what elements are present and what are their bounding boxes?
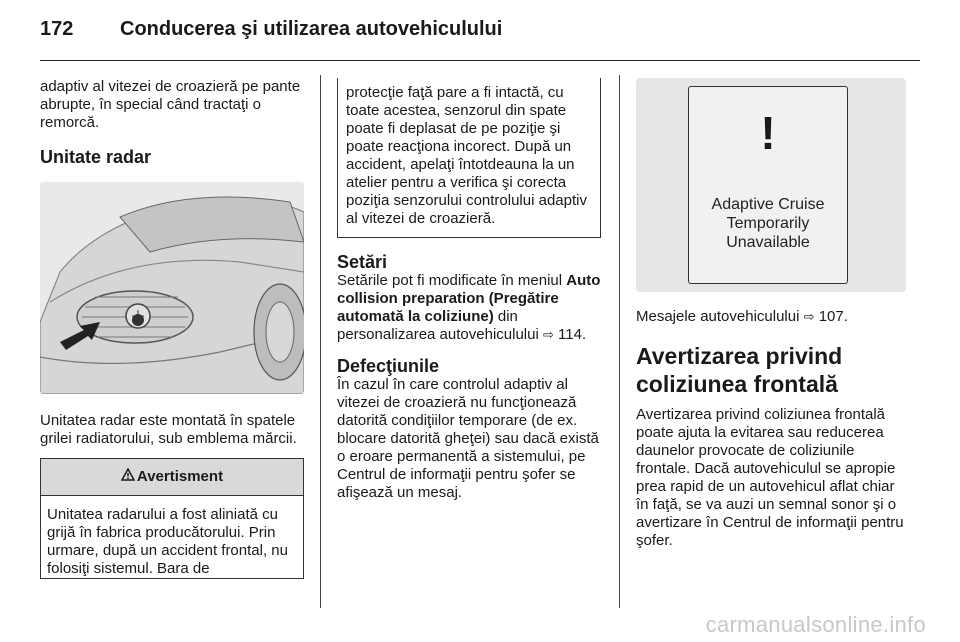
watermark: carmanualsonline.info bbox=[705, 612, 926, 637]
warning-text: Unitatea radarului a fost aliniată cu grijă în fabrica producătorului. Prin urmare, după un accident frontal, nu folosiţi sistemul. Bara de bbox=[47, 506, 288, 577]
column-1 bbox=[40, 78, 304, 579]
warning-triangle-icon bbox=[121, 468, 135, 486]
column-2 bbox=[337, 78, 601, 502]
messages-text: Mesajele autovehiculului bbox=[636, 308, 800, 325]
warning-continuation-text: protecţie faţă pare a fi intactă, cu toate acestea, senzorul din spate poate fi deplasat de pe poziţie şi poate reacţiona incorect. După un accident, apelaţi întotdeauna la un atelier pentru a verifica şi corecta poziţia senzorului controlului adaptiv al vitezei de croazieră. bbox=[346, 84, 587, 227]
chapter-title: Conducerea şi utilizarea autovehiculului bbox=[120, 18, 503, 40]
page-reference-arrow-icon: ⇨ bbox=[542, 327, 554, 342]
messages-page-ref[interactable]: 107. bbox=[818, 308, 848, 325]
column-3 bbox=[636, 78, 906, 550]
radar-paragraph: Unitatea radar este montată în spatele grilei radiatorului, sub emblema mărcii. bbox=[40, 412, 297, 447]
exclamation-icon: ! bbox=[760, 107, 776, 159]
warning-box bbox=[40, 458, 304, 579]
driver-info-display-figure bbox=[636, 78, 906, 292]
fcw-heading: Avertizarea privind coliziunea frontală bbox=[636, 343, 843, 397]
warning-continuation-box bbox=[337, 78, 601, 238]
display-screen bbox=[688, 86, 848, 284]
page-number: 172 bbox=[40, 18, 74, 40]
radar-figure bbox=[40, 182, 304, 394]
display-line-3: Unavailable bbox=[726, 234, 810, 251]
warning-title: Avertisment bbox=[136, 468, 224, 485]
column-divider-right bbox=[619, 75, 620, 608]
faults-paragraph: În cazul în care controlul adaptiv al vitezei de croazieră nu funcţionează datorită condiţiilor temporare (de ex. blocare datorită gheţei) sau dacă există o eroare permanentă a sistemului, pe Centrul de informaţii pentru şofer se afişează un mesaj. bbox=[337, 376, 599, 501]
settings-heading: Setări bbox=[337, 252, 388, 272]
header-rule bbox=[40, 60, 920, 61]
settings-post-text: din personalizarea autovehiculului bbox=[337, 308, 539, 343]
settings-pre-text: Setările pot fi modificate în meniul bbox=[337, 272, 563, 289]
page-header bbox=[40, 14, 920, 60]
display-line-1: Adaptive Cruise bbox=[711, 196, 825, 213]
settings-paragraph bbox=[337, 272, 601, 344]
settings-menu-item: Auto collision preparation (Pregătire automată la coliziune) bbox=[337, 272, 601, 325]
fcw-paragraph: Avertizarea privind coliziunea frontală poate ajuta la evitarea sau reducerea daunelor provocate de coliziunile frontale. Dacă autovehiculul se apropie prea rapid de un autovehicul aflat chiar în faţă, se va auzi un semnal sonor şi o avertizare în Centrul de informaţii pentru şofer. bbox=[636, 406, 904, 549]
display-message bbox=[689, 195, 847, 252]
warning-body bbox=[41, 496, 303, 578]
page-reference-arrow-icon: ⇨ bbox=[803, 309, 815, 324]
car-front-illustration bbox=[40, 182, 304, 394]
column-divider-left bbox=[320, 75, 321, 608]
radar-heading: Unitate radar bbox=[40, 147, 152, 167]
faults-heading: Defecţiunile bbox=[337, 356, 440, 376]
settings-page-ref[interactable]: 114. bbox=[558, 326, 587, 343]
messages-paragraph bbox=[636, 308, 906, 326]
display-line-2: Temporarily bbox=[726, 215, 810, 232]
warning-header bbox=[41, 459, 303, 496]
intro-paragraph: adaptiv al vitezei de croazieră pe pante abrupte, în special când tractaţi o remorcă. bbox=[40, 78, 301, 131]
